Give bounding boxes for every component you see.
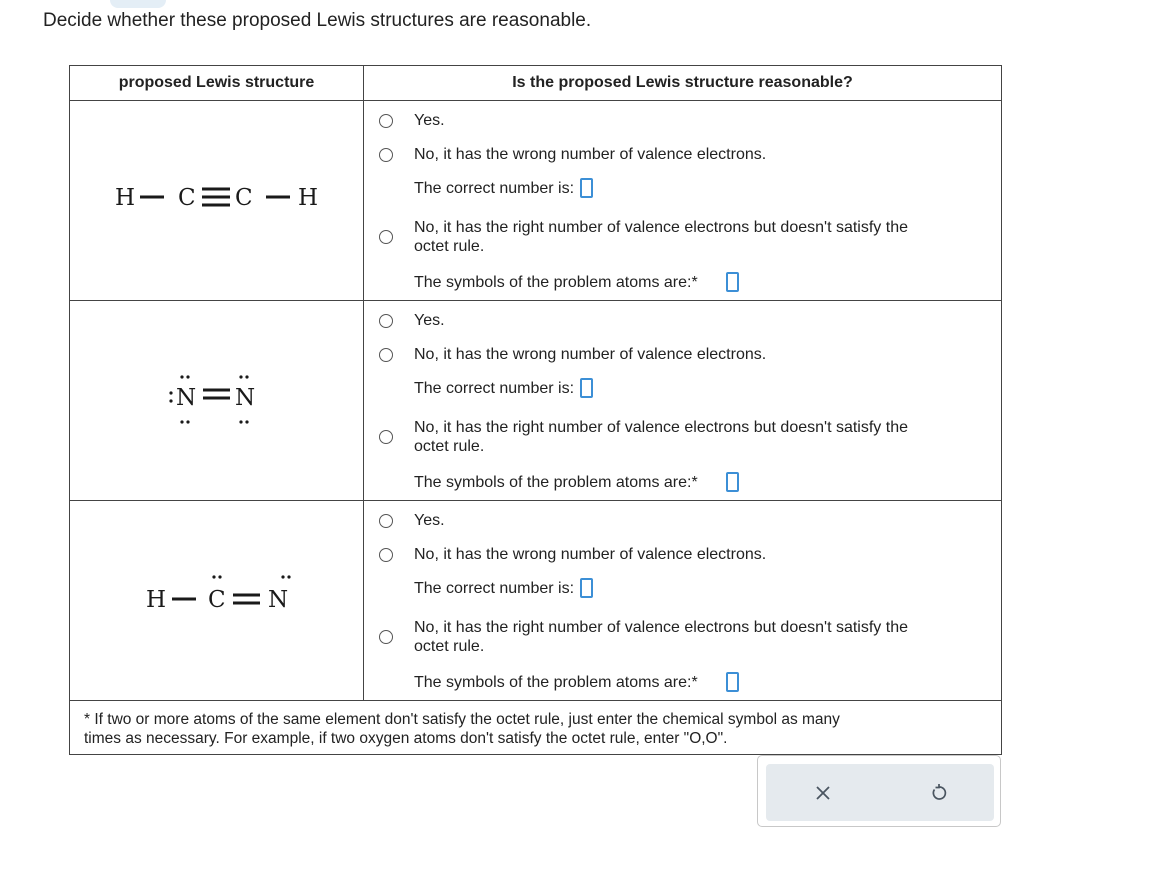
option-label — [414, 418, 908, 456]
question-prompt: Decide whether these proposed Lewis structures are reasonable. — [43, 10, 592, 31]
atom-h: H — [298, 185, 319, 211]
footnote — [70, 701, 1002, 755]
header-row — [70, 66, 1002, 101]
correct-number-input[interactable] — [580, 578, 593, 598]
options-cell — [364, 101, 1002, 301]
radio-wrong-count[interactable] — [379, 348, 393, 362]
problem-atoms-label: The symbols of the problem atoms are:* — [414, 473, 698, 491]
atom-h: H — [115, 185, 136, 211]
atom-c: C — [208, 587, 226, 613]
structure-cell — [70, 301, 364, 501]
footnote-row — [70, 701, 1002, 755]
option-label: Yes. — [414, 312, 445, 329]
close-icon — [814, 784, 832, 802]
options-cell — [364, 301, 1002, 501]
octet-line2: octet rule. — [414, 238, 485, 255]
correct-number-input[interactable] — [580, 178, 593, 198]
top-tab — [110, 0, 166, 8]
lewis-structure-dinitrogen — [70, 301, 363, 500]
problem-atoms-label: The symbols of the problem atoms are:* — [414, 273, 698, 291]
radio-wrong-count[interactable] — [379, 548, 393, 562]
footnote-line2: times as necessary. For example, if two oxygen atoms don't satisfy the octet rule, enter "O,O". — [84, 730, 728, 747]
structure-cell — [70, 101, 364, 301]
structure-cell — [70, 501, 364, 701]
option-label: Yes. — [414, 512, 445, 529]
octet-line1: No, it has the right number of valence electrons but doesn't satisfy the — [414, 419, 908, 436]
atom-h: H — [146, 587, 167, 613]
table-row — [70, 101, 1002, 301]
problem-atoms-input[interactable] — [726, 472, 739, 492]
problem-atoms-input[interactable] — [726, 672, 739, 692]
radio-wrong-count[interactable] — [379, 148, 393, 162]
options-cell — [364, 501, 1002, 701]
reset-button[interactable] — [925, 779, 953, 807]
atom-c: C — [235, 185, 253, 211]
octet-line1: No, it has the right number of valence electrons but doesn't satisfy the — [414, 619, 908, 636]
undo-icon — [929, 783, 949, 803]
lewis-table — [69, 65, 1002, 755]
radio-octet[interactable] — [379, 230, 393, 244]
radio-yes[interactable] — [379, 514, 393, 528]
octet-line2: octet rule. — [414, 638, 485, 655]
col-header-structure: proposed Lewis structure — [70, 66, 364, 101]
action-panel — [757, 755, 1001, 827]
problem-atoms-label: The symbols of the problem atoms are:* — [414, 673, 698, 691]
table-row — [70, 501, 1002, 701]
option-label — [414, 618, 908, 656]
correct-number-label: The correct number is: — [414, 579, 575, 597]
clear-button[interactable] — [809, 779, 837, 807]
correct-number-label: The correct number is: — [414, 179, 575, 197]
atom-c: C — [178, 185, 196, 211]
atom-n: N — [235, 385, 256, 411]
option-label: No, it has the wrong number of valence electrons. — [414, 146, 767, 163]
option-label: Yes. — [414, 112, 445, 129]
option-label — [414, 218, 908, 256]
problem-atoms-input[interactable] — [726, 272, 739, 292]
correct-number-label: The correct number is: — [414, 379, 575, 397]
octet-line2: octet rule. — [414, 438, 485, 455]
col-header-reasonable: Is the proposed Lewis structure reasonable? — [364, 66, 1002, 101]
footnote-line1: * If two or more atoms of the same element don't satisfy the octet rule, just enter the chemical symbol as many — [84, 711, 840, 728]
correct-number-input[interactable] — [580, 378, 593, 398]
radio-octet[interactable] — [379, 430, 393, 444]
lewis-structure-acetylene — [70, 101, 363, 300]
radio-octet[interactable] — [379, 630, 393, 644]
octet-line1: No, it has the right number of valence electrons but doesn't satisfy the — [414, 219, 908, 236]
option-label: No, it has the wrong number of valence electrons. — [414, 546, 767, 563]
atom-n: N — [268, 587, 289, 613]
lewis-structure-hcn — [70, 501, 363, 700]
radio-yes[interactable] — [379, 314, 393, 328]
option-label: No, it has the wrong number of valence electrons. — [414, 346, 767, 363]
action-bar — [766, 764, 994, 821]
radio-yes[interactable] — [379, 114, 393, 128]
atom-n: N — [176, 385, 197, 411]
table-row — [70, 301, 1002, 501]
